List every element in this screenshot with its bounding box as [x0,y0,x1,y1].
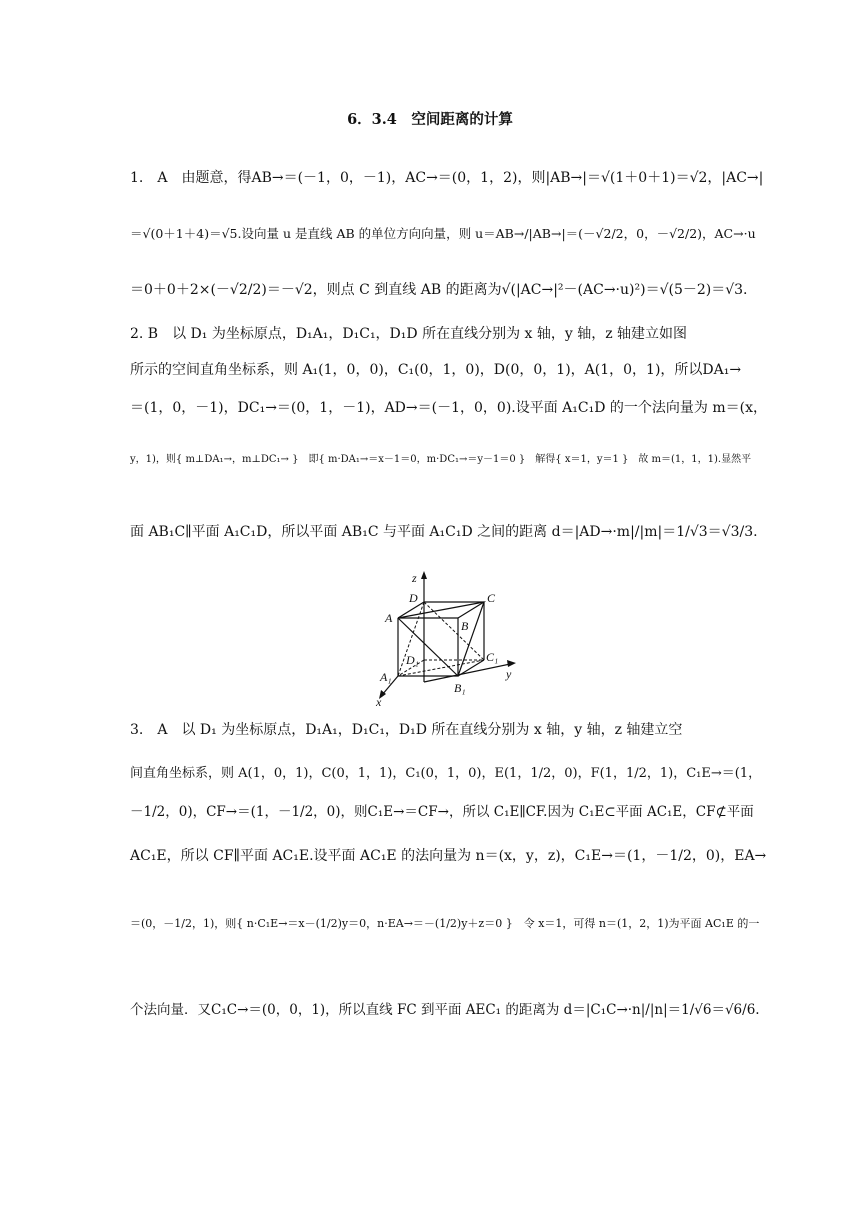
label-B: B [461,619,469,633]
solution-1-line-3: ＝0＋0＋2×(－√2/2)＝－√2，则点 C 到直线 AB 的距离为√(|AC→|²－(AC→·u)²)＝√(5－2)＝√3. [130,282,748,298]
solution-2-line-1: 2. B 以 D₁ 为坐标原点，D₁A₁，D₁C₁，D₁D 所在直线分别为 x 轴，y 轴，z 轴建立如图 [130,326,688,342]
label-A1: A₁ [380,670,392,684]
label-C1: C₁ [486,650,499,664]
solution-3-line-6: 个法向量．又C₁C→＝(0，0，1)，所以直线 FC 到平面 AEC₁ 的距离为 d＝|C₁C→·n|/|n|＝1/√6＝√6/6. [130,1002,760,1018]
page-title: 6．3.4 空间距离的计算 [347,111,513,128]
label-C: C [487,591,496,605]
solution-3-line-4: AC₁E，所以 CF∥平面 AC₁E.设平面 AC₁E 的法向量为 n＝(x，y，z)，C₁E→＝(1，－1/2，0)，EA→ [130,848,767,864]
solution-1-line-2: ＝√(0＋1＋4)＝√5.设向量 u 是直线 AB 的单位方向向量，则 u＝AB→/|AB→|＝(－√2/2，0，－√2/2)，AC→·u [130,226,756,241]
solution-3-line-3: －1/2，0)，CF→＝(1，－1/2，0)，则C₁E→＝CF→，所以 C₁E∥CF.因为 C₁E⊂平面 AC₁E，CF⊄平面 [130,804,754,820]
bottom-right-edge [458,660,484,676]
solution-2-line-3: ＝(1，0，－1)，DC₁→＝(0，1，－1)，AD→＝(－1，0，0).设平面 A₁C₁D 的一个法向量为 m＝(x， [130,400,767,416]
label-A: A [385,611,393,625]
solution-1-line-1: 1. A 由题意，得AB→＝(－1，0，－1)，AC→＝(0，1，2)，则|AB→|＝√(1＋0＋1)＝√2，|AC→| [130,170,764,186]
y-axis-arrow [507,660,516,667]
label-B1: B₁ [454,681,466,695]
solution-2-line-5: 面 AB₁C∥平面 A₁C₁D，所以平面 AB₁C 与平面 A₁C₁D 之间的距离 d＝|AD→·m|/|m|＝1/√3＝√3/3. [130,524,758,540]
y-axis [424,664,510,682]
solution-3-line-2: 间直角坐标系，则 A(1，0，1)，C(0，1，1)，C₁(0，1，0)，E(1，1/2，0)，F(1，1/2，1)，C₁E→＝(1， [130,766,762,781]
solution-3-line-5: ＝(0，－1/2，1)，则{ n·C₁E→＝x－(1/2)y＝0，n·EA→＝－(1/2)y＋z＝0 } 令 x＝1，可得 n＝(1，2，1)为平面 AC₁E 的一 [130,917,760,930]
solution-2-line-2: 所示的空间直角坐标系，则 A₁(1，0，0)，C₁(0，1，0)，D(0，0，1)，A(1，0，1)，所以DA₁→ [130,362,742,378]
label-z: z [412,571,417,585]
label-x: x [376,695,382,708]
label-D1: D₁ [406,653,419,667]
solution-2-line-4: y，1)，则{ m⊥DA₁→，m⊥DC₁→ } 即{ m·DA₁→＝x－1＝0，m·DC₁→＝y－1＝0 } 解得{ x＝1，y＝1 } 故 m＝(1，1，1).显然平 [130,454,752,465]
label-y: y [506,667,512,681]
label-D: D [409,591,418,605]
z-axis-arrow [421,571,427,579]
solution-3-line-1: 3. A 以 D₁ 为坐标原点，D₁A₁，D₁C₁，D₁D 所在直线分别为 x 轴，y 轴，z 轴建立空 [130,722,683,738]
cube-coordinate-figure [360,568,530,708]
